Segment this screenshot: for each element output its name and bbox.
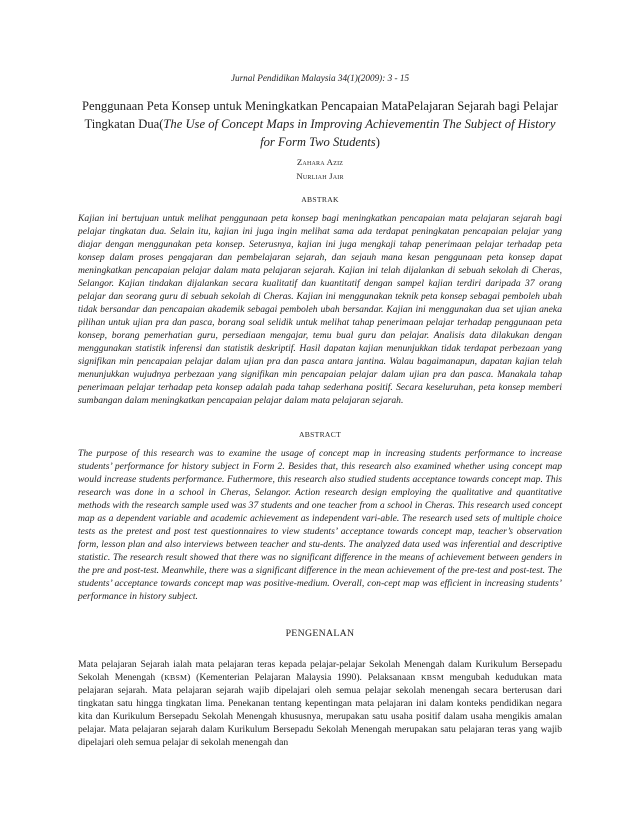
abstract-heading: ABSTRACT (298, 430, 342, 439)
author-2: Nurliah Jair (296, 171, 344, 181)
abstrak-text: Kajian ini bertujuan untuk melihat penggunaan peta konsep bagi meningkatkan pencapaian mata pelajaran sejarah bagi pelajar tingkatan dua. Selain itu, kajian ini juga ingin melihat sama ada terdapat peningkatan pencapaian pelajar yang diajar dengan menggunakan peta konsep. Seterusnya, kajian ini juga mengkaji tahap penerimaan pelajar terhadap peta konsep dalam proses pengajaran dan pembelajaran sejarah, dan sejauh mana kesan penggunaan peta konsep dapat meningkatkan pencapaian pelajar dalam mata pelajaran sejarah. Kajian ini telah dijalankan di sebuah sekolah di Cheras, Selangor. Kajian tindakan dijalankan secara kualitatif dan kuantitatif dengan sampel kajian terdiri daripada 37 orang pelajar dan seorang guru di sebuah sekolah di Cheras. Kajian ini menggunakan teknik peta konsep sebagai pemboleh ubah tidak bersandar dan pencapaian akademik sebagai pemboleh ubah bersandar. Kajian ini menggunakan dua set ujian aneka pilihan untuk ujian pra dan pasca, borang soal selidik untuk melihat tahap penerimaan pelajar terhadap penggunaan peta konsep, borang pemerhatian guru, persediaan mengajar, temu bual guru dan pelajar. Analisis data dilakukan dengan menggunakan statistik inferensi dan statistik deskriptif. Hasil dapatan kajian menunjukkan tidak terdapat perbezaan yang signifikan min pencapaian pelajar dalam ujian pra dan pasca antara jantina. Walau bagaimanapun, dapatan kajian telah menunjukkan wujudnya perbezaan yang signifikan min pencapaian pelajar dalam ujian pra dan pasca. Manakala tahap penerimaan pelajar terhadap peta konsep adalah pada tahap sederhana positif. Secara keseluruhan, peta konsep memberi sumbangan dalam meningkatkan pencapaian pelajar dalam mata pelajaran sejarah. (78, 213, 562, 406)
paper-title (78, 97, 562, 151)
author-1: Zahara Aziz (296, 157, 344, 167)
abbr-kbsm-1: KBSM (164, 673, 188, 682)
title-close: ) (375, 135, 380, 149)
abbr-kbsm-2: KBSM (420, 673, 444, 682)
title-english: The Use of Concept Maps in Improving Achievementin The Subject of History for Form Two Students (163, 117, 556, 149)
journal-citation: Jurnal Pendidikan Malaysia 34(1)(2009): 3 - 15 (230, 73, 410, 83)
abstract-text: The purpose of this research was to examine the usage of concept map in increasing students performance to increase students’ performance for history subject in Form 2. Besides that, this research also examined whether using concept map would increase students performance. Futhermore, this research also studied students acceptance towards concept map. This research was done in a school in Cheras, Selangor. Action research design employing the qualitative and quantitative methods with the research sample used was 37 students and one teacher from a school in Cheras. This research used concept map as a dependent variable and academic achievement as independent vari-able. The research used sets of multiple choice tests as the pretest and post test questionnaires to view students’ acceptance towards concept map, teacher’s observation form, lesson plan and also interviews between teacher and stu-dents. The analyzed data used was inferential and descriptive statistic. The research result showed that there was no significant difference in the means of achievement between genders in the pre and post-test. Meanwhile, there was a significant difference in the mean achievement of the pre-test and post-test. The students’ acceptance towards concept map was positive-medium. Overall, con-cept map was efficient in increasing students’ performance in history subject. (78, 448, 562, 602)
title-malay: Penggunaan Peta Konsep untuk Meningkatkan Pencapaian MataPelajaran Sejarah bagi Pelajar Tingkatan Dua( (82, 99, 558, 131)
para-text-3: mengubah kedudukan mata pelajaran sejarah. Mata pelajaran sejarah wajib dipelajari oleh semua pelajar sekolah menengah secara berterusan dari tingkatan satu hingga tingkatan lima. Penekanan tentang kepentingan mata pelajaran ini dalam konteks pendidikan negara kita dan Kurikulum Bersepadu Sekolah Menengah khususnya, merupakan satu usaha positif dalam usaha mengikis amalan pelajar. Mata pelajaran sejarah dalam Kurikulum Bersepadu Sekolah Menengah merupakan satu pelajaran teras yang wajib dipelajari oleh semua pelajar di sekolah menengah dan (78, 672, 562, 748)
para-text-2: ) (Kementerian Pelajaran Malaysia 1990). Pelaksanaan (187, 672, 421, 683)
pengenalan-paragraph (78, 658, 562, 749)
para-text-1: Mata pelajaran Sejarah ialah mata pelajaran teras kepada pelajar-pelajar Sekolah Menengah dalam Kurikulum Bersepadu Sekolah Menengah ( (78, 659, 562, 683)
section-heading-pengenalan: PENGENALAN (285, 628, 355, 639)
abstrak-heading: ABSTRAK (301, 195, 339, 204)
